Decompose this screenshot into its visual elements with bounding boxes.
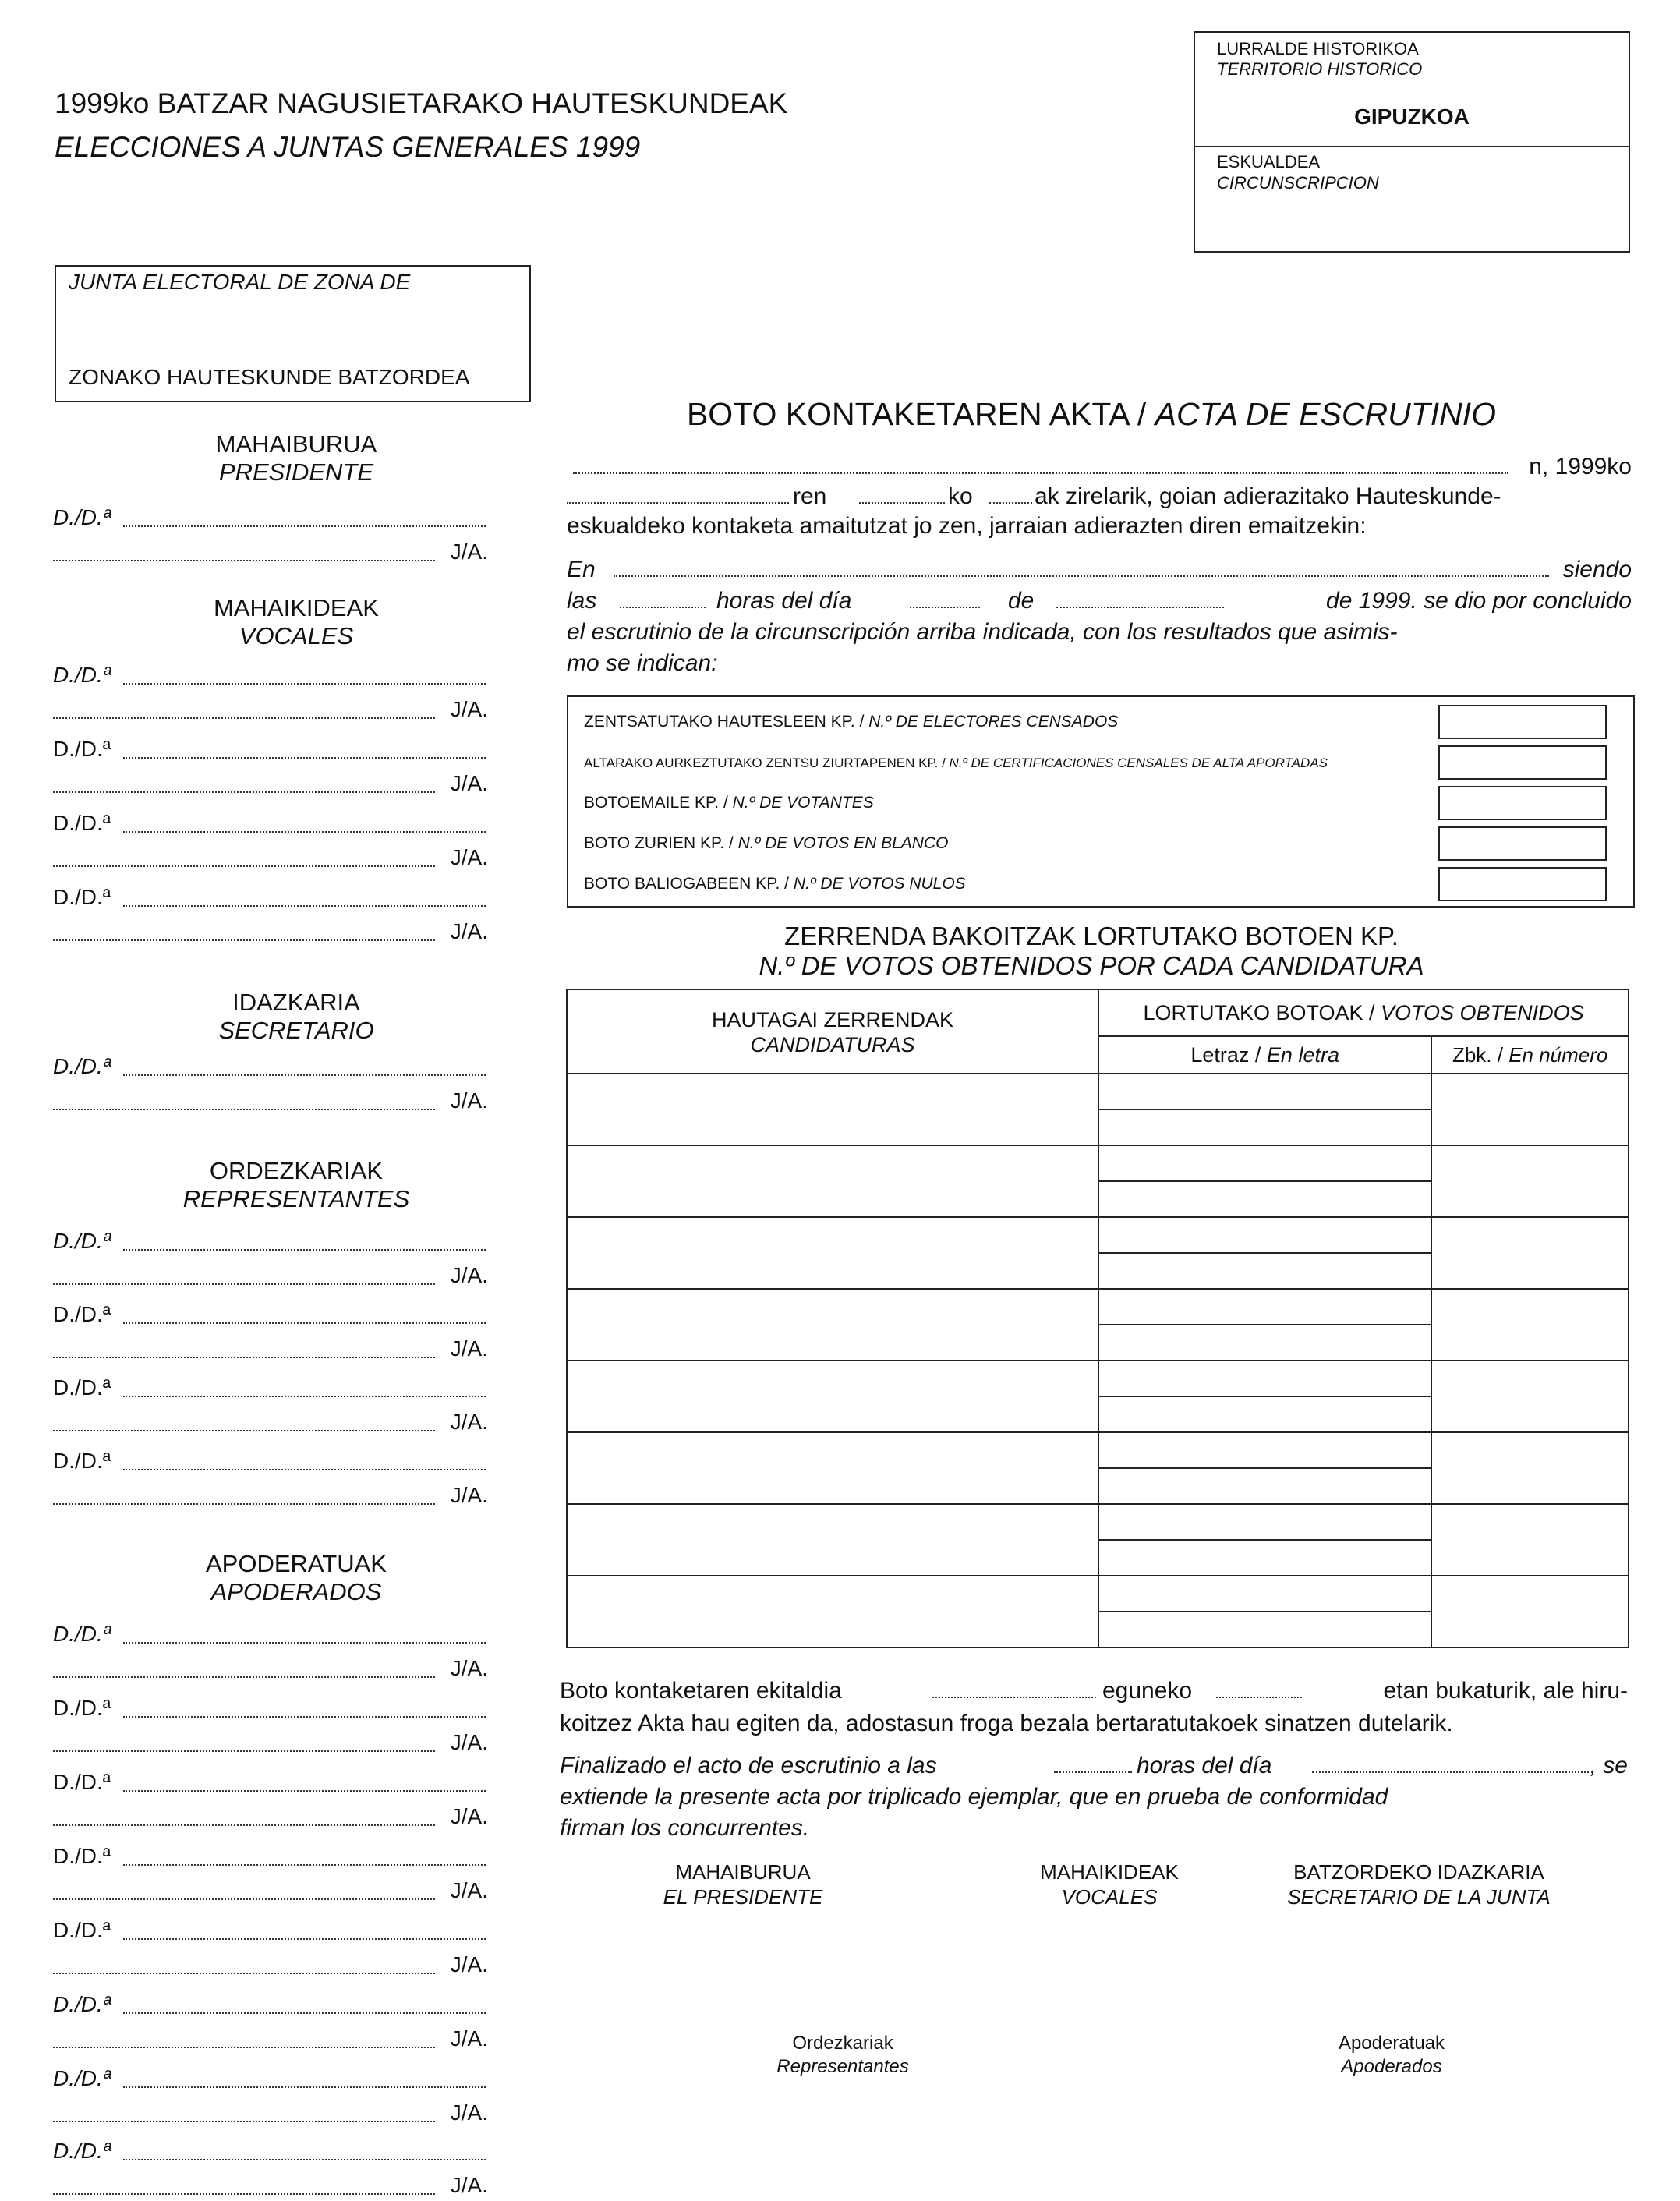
count-row-blank: BOTO ZURIEN KP. / N.º DE VOTOS EN BLANCO [584, 826, 1618, 859]
title-spanish: ELECCIONES A JUNTAS GENERALES 1999 [55, 131, 641, 163]
table-row [567, 1217, 1629, 1253]
signer-name-line[interactable]: D./D.ª [53, 885, 486, 913]
signer-id-line[interactable]: J/A. [53, 1263, 488, 1291]
blank-votes-input-box[interactable] [1438, 826, 1607, 861]
signer-id-line[interactable]: J/A. [53, 2173, 488, 2201]
signer-id-line[interactable]: J/A. [53, 1410, 488, 1438]
title-basque: 1999ko BATZAR NAGUSIETARAKO HAUTESKUNDEAK [55, 87, 788, 119]
count-row-voters: BOTOEMAILE KP. / N.º DE VOTANTES [584, 786, 1618, 819]
day-fill-es[interactable] [910, 607, 980, 608]
hour-fill-closing-eu[interactable] [1216, 1697, 1302, 1698]
signer-name-line[interactable]: D./D.ª [53, 505, 486, 533]
votes-number-cell[interactable] [1431, 1576, 1629, 1647]
role-vocales: MAHAIKIDEAK VOCALES [214, 594, 379, 649]
role-representatives: ORDEZKARIAK REPRESENTANTES [182, 1157, 410, 1212]
signer-name-line[interactable]: D./D.ª [53, 811, 486, 839]
footer-secretary: BATZORDEKO IDAZKARIA SECRETARIO DE LA JUNTA [1287, 1860, 1551, 1909]
signer-id-line[interactable]: J/A. [53, 2100, 488, 2128]
acta-es-line-1: En siendo [567, 557, 1632, 582]
candidature-cell[interactable] [567, 1432, 1098, 1504]
col-header-votes: LORTUTAKO BOTOAK / VOTOS OBTENIDOS [1098, 989, 1629, 1036]
footer-apoderados: Apoderatuak Apoderados [1338, 2033, 1445, 2077]
candidature-cell[interactable] [567, 1504, 1098, 1576]
district-label-eu: ESKUALDEA [1217, 152, 1321, 172]
signer-id-line[interactable]: J/A. [53, 919, 488, 947]
count-row-certifications: ALTARAKO AURKEZTUTAKO ZENTSU ZIURTAPENEN KP. / N.º DE CERTIFICACIONES CENSALES DE ALTA APORTADAS [584, 745, 1618, 778]
territory-label-eu: LURRALDE HISTORIKOA [1217, 39, 1419, 58]
acta-eu-line-2: ren ko ak zirelarik, goian adierazitako Hauteskunde- [567, 482, 1632, 511]
signer-name-line[interactable]: D./D.ª [53, 1992, 486, 2020]
zone-board-box [55, 265, 531, 402]
signer-name-line[interactable]: D./D.ª [53, 663, 486, 691]
table-row [567, 1576, 1629, 1612]
territory-section [1195, 33, 1629, 147]
votes-letter-cell[interactable] [1098, 1540, 1431, 1576]
table-row [567, 1074, 1629, 1109]
hour-fill-eu[interactable] [989, 502, 1032, 504]
signer-id-line[interactable]: J/A. [53, 540, 488, 568]
signer-id-line[interactable]: J/A. [53, 1088, 488, 1116]
day-fill-eu[interactable] [859, 502, 945, 504]
null-votes-input-box[interactable] [1438, 867, 1607, 901]
votes-number-cell[interactable] [1431, 1074, 1629, 1145]
signer-id-line[interactable]: J/A. [53, 1730, 488, 1758]
count-row-null: BOTO BALIOGABEEN KP. / N.º DE VOTOS NULOS [584, 867, 1618, 900]
time-fill-eu[interactable] [932, 1697, 1096, 1698]
votes-letter-cell[interactable] [1098, 1396, 1431, 1432]
footer-vocales: MAHAIKIDEAK VOCALES [1040, 1860, 1179, 1909]
signer-id-line[interactable]: J/A. [53, 1483, 488, 1511]
votes-letter-cell[interactable] [1098, 1576, 1431, 1612]
votes-letter-cell[interactable] [1098, 1504, 1431, 1540]
col-header-letter: Letraz / En letra [1098, 1036, 1431, 1074]
signer-name-line[interactable]: D./D.ª [53, 1449, 486, 1477]
table-row [567, 1432, 1629, 1468]
signer-id-line[interactable]: J/A. [53, 697, 488, 725]
votes-letter-cell[interactable] [1098, 1325, 1431, 1361]
votes-letter-cell[interactable] [1098, 1074, 1431, 1109]
closing-es-line-1: Finalizado el acto de escrutinio a las horas del día , se [560, 1753, 1628, 1778]
place-fill-es[interactable] [614, 575, 1549, 577]
acta-es-line-2: las horas del día de de 1999. se dio por concluido [567, 588, 1632, 614]
signer-id-line[interactable]: J/A. [53, 845, 488, 873]
signer-name-line[interactable]: D./D.ª [53, 2066, 486, 2094]
votes-letter-cell[interactable] [1098, 1361, 1431, 1396]
district-label-es: CIRCUNSCRIPCION [1217, 173, 1379, 193]
votes-heading-es: N.º DE VOTOS OBTENIDOS POR CADA CANDIDATURA [759, 951, 1424, 980]
territory-box [1194, 31, 1630, 253]
day-fill-closing-es[interactable] [1312, 1771, 1589, 1773]
signer-id-line[interactable]: J/A. [53, 1804, 488, 1832]
table-row [567, 1289, 1629, 1325]
acta-es-line-4: mo se indican: [567, 650, 718, 676]
signer-id-line[interactable]: J/A. [53, 771, 488, 799]
electors-input-box[interactable] [1438, 705, 1607, 739]
signer-id-line[interactable]: J/A. [53, 1952, 488, 1980]
footer-president: MAHAIBURUA EL PRESIDENTE [663, 1860, 823, 1909]
signer-name-line[interactable]: D./D.ª [53, 1302, 486, 1330]
votes-number-cell[interactable] [1431, 1145, 1629, 1217]
signer-name-line[interactable]: D./D.ª [53, 2139, 486, 2167]
votes-letter-cell[interactable] [1098, 1109, 1431, 1145]
candidature-cell[interactable] [567, 1289, 1098, 1361]
signer-id-line[interactable]: J/A. [53, 1878, 488, 1906]
signer-name-line[interactable]: D./D.ª [53, 1622, 486, 1650]
votes-number-cell[interactable] [1431, 1504, 1629, 1576]
signer-name-line[interactable]: D./D.ª [53, 1229, 486, 1257]
footer-representatives: Ordezkariak Representantes [776, 2033, 909, 2077]
col-header-candidatures: HAUTAGAI ZERRENDAK CANDIDATURAS [567, 989, 1098, 1074]
acta-title: BOTO KONTAKETAREN AKTA / ACTA DE ESCRUTINIO [686, 396, 1497, 432]
signer-name-line[interactable]: D./D.ª [53, 1770, 486, 1798]
place-fill-eu[interactable] [573, 472, 1508, 474]
candidature-cell[interactable] [567, 1576, 1098, 1647]
closing-eu-line-2: koitzez Akta hau egiten da, adostasun froga bezala bertaratutakoek sinatzen dutelarik. [560, 1711, 1453, 1736]
votes-letter-cell[interactable] [1098, 1468, 1431, 1504]
candidature-cell[interactable] [567, 1361, 1098, 1432]
table-row [567, 1361, 1629, 1396]
table-row [567, 1145, 1629, 1181]
count-row-electors: ZENTSATUTAKO HAUTESLEEN KP. / N.º DE ELECTORES CENSADOS [584, 705, 1618, 738]
votes-letter-cell[interactable] [1098, 1289, 1431, 1325]
role-apoderados: APODERATUAK APODERADOS [206, 1550, 387, 1605]
signer-name-line[interactable]: D./D.ª [53, 1844, 486, 1872]
votes-letter-cell[interactable] [1098, 1253, 1431, 1289]
candidature-cell[interactable] [567, 1145, 1098, 1217]
acta-es-line-3: el escrutinio de la circunscripción arriba indicada, con los resultados que asimis- [567, 619, 1398, 645]
votes-letter-cell[interactable] [1098, 1612, 1431, 1647]
territory-label-es: TERRITORIO HISTORICO [1217, 59, 1423, 79]
votes-letter-cell[interactable] [1098, 1181, 1431, 1217]
closing-eu-line-1: Boto kontaketaren ekitaldia eguneko etan bukaturik, ale hiru- [560, 1678, 1628, 1704]
signer-id-line[interactable]: J/A. [53, 1656, 488, 1684]
signer-name-line[interactable]: D./D.ª [53, 1918, 486, 1946]
candidature-cell[interactable] [567, 1074, 1098, 1145]
signer-id-line[interactable]: J/A. [53, 2026, 488, 2054]
candidatures-table [566, 989, 1629, 1648]
col-header-number: Zbk. / En número [1431, 1036, 1629, 1074]
voters-input-box[interactable] [1438, 786, 1607, 820]
votes-letter-cell[interactable] [1098, 1217, 1431, 1253]
closing-es-line-3: firman los concurrentes. [560, 1815, 810, 1841]
role-president: MAHAIBURUA PRESIDENTE [215, 430, 377, 486]
zone-label-es: JUNTA ELECTORAL DE ZONA DE [69, 270, 411, 294]
votes-heading-eu: ZERRENDA BAKOITZAK LORTUTAKO BOTOEN KP. [784, 922, 1399, 950]
signer-name-line[interactable]: D./D.ª [53, 1696, 486, 1724]
acta-eu-line-3: eskualdeko kontaketa amaitutzat jo zen, jarraian adierazten diren emaitzekin: [567, 513, 1367, 539]
votes-number-cell[interactable] [1431, 1432, 1629, 1504]
hour-fill-closing-es[interactable] [1054, 1771, 1132, 1773]
votes-number-cell[interactable] [1431, 1361, 1629, 1432]
votes-number-cell[interactable] [1431, 1289, 1629, 1361]
role-secretary: IDAZKARIA SECRETARIO [218, 989, 374, 1044]
hour-fill-es[interactable] [620, 607, 706, 608]
table-row [567, 1504, 1629, 1540]
acta-eu-line-1: n, 1999ko [567, 452, 1632, 482]
census-counts-box [567, 695, 1635, 908]
signer-name-line[interactable]: D./D.ª [53, 737, 486, 765]
votes-letter-cell[interactable] [1098, 1145, 1431, 1181]
territory-value: GIPUZKOA [1354, 104, 1470, 129]
signer-id-line[interactable]: J/A. [53, 1336, 488, 1364]
closing-es-line-2: extiende la presente acta por triplicado ejemplar, que en prueba de conformidad [560, 1784, 1388, 1810]
month-fill-es[interactable] [1056, 607, 1224, 608]
signer-name-line[interactable]: D./D.ª [53, 1375, 486, 1403]
votes-letter-cell[interactable] [1098, 1432, 1431, 1468]
zone-label-eu: ZONAKO HAUTESKUNDE BATZORDEA [69, 365, 470, 389]
month-fill-eu[interactable] [567, 502, 789, 504]
certifications-input-box[interactable] [1438, 745, 1607, 780]
votes-number-cell[interactable] [1431, 1217, 1629, 1289]
candidature-cell[interactable] [567, 1217, 1098, 1289]
signer-name-line[interactable]: D./D.ª [53, 1054, 486, 1082]
